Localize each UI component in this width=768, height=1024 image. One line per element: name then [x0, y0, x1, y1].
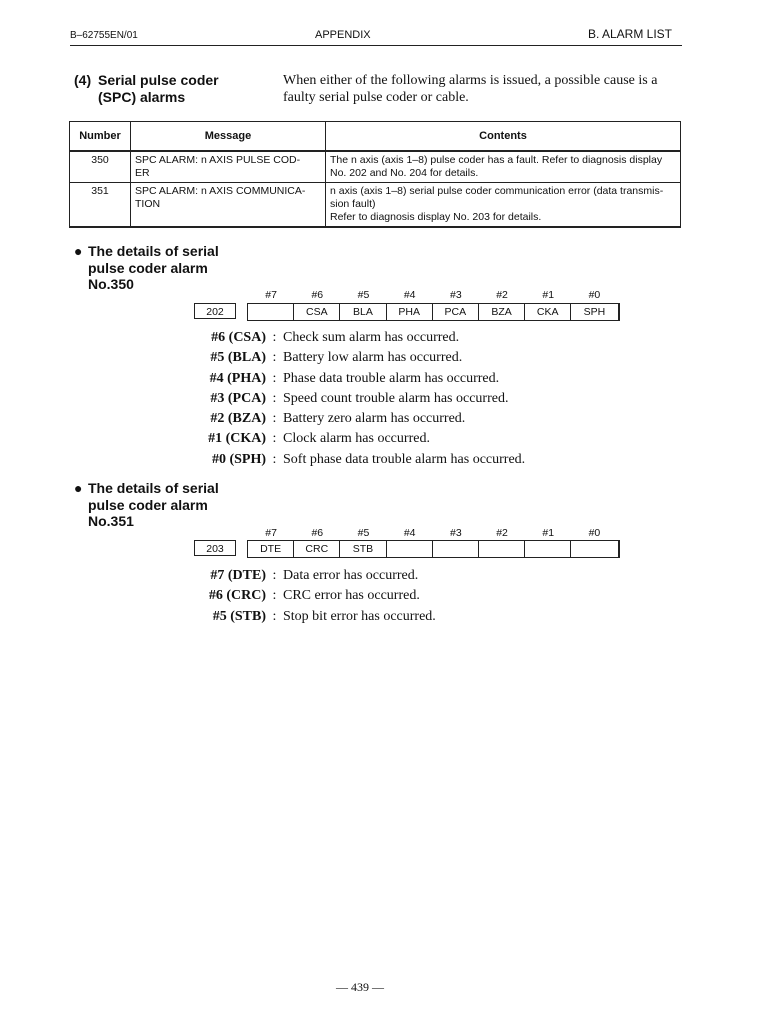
bit-code: #6 (CSA) — [211, 330, 266, 345]
bit-descriptions-351 — [196, 568, 436, 629]
bit-code: #0 (SPH) — [211, 451, 266, 467]
bit-number: #7 — [265, 527, 277, 539]
list-item — [196, 371, 525, 391]
bit-code: #6 (CRC) — [208, 588, 266, 604]
bit-number: #5 — [357, 289, 370, 301]
contents-line: sion fault) — [330, 198, 376, 210]
list-item — [196, 452, 525, 472]
bit-cell: DTE — [248, 541, 294, 557]
bit-number: #3 — [450, 289, 462, 301]
bit-cell: PCA — [433, 304, 479, 320]
page-header — [70, 27, 682, 46]
bit-code: #5 (BLA) — [210, 350, 266, 366]
heading-line: No.350 — [88, 276, 134, 292]
bit-number: #0 — [588, 527, 601, 539]
heading-line: pulse coder alarm — [88, 496, 208, 513]
separator: : — [272, 350, 277, 366]
bit-number: #0 — [588, 289, 601, 301]
contents-line: The n axis (axis 1–8) pulse coder has a fault. Refer to diagnosis display — [330, 154, 663, 166]
table-row — [70, 151, 681, 183]
bit-description: Battery low alarm has occurred. — [283, 350, 463, 366]
bit-number: #6 — [311, 527, 324, 539]
bit-number: #5 — [357, 527, 370, 539]
alarm-contents — [326, 183, 681, 228]
alarm-message — [131, 151, 326, 183]
bit-descriptions-350 — [196, 330, 525, 472]
section-number: (4) — [74, 72, 92, 88]
bit-cell: STB — [340, 541, 386, 557]
bit-code: #1 (CKA) — [208, 431, 266, 447]
heading-line: No.351 — [88, 513, 134, 529]
bit-cell: SPH — [583, 306, 606, 318]
bit-cell — [248, 304, 294, 320]
separator: : — [272, 411, 277, 427]
separator: : — [272, 431, 277, 447]
bit-cell: PHA — [387, 304, 433, 320]
bit-cell: CRC — [294, 541, 340, 557]
bit-cell — [433, 541, 479, 557]
bit-number: #3 — [450, 527, 462, 539]
bit-cell: CKA — [525, 304, 571, 320]
bit-description: Clock alarm has occurred. — [283, 431, 430, 447]
list-item — [196, 391, 525, 411]
bit-description: CRC error has occurred. — [283, 588, 420, 604]
bit-description: Soft phase data trouble alarm has occurred. — [283, 451, 526, 467]
bit-row-202 — [194, 303, 620, 321]
message-line: TION — [135, 198, 161, 210]
list-item — [196, 411, 525, 431]
list-item — [196, 609, 436, 629]
separator: : — [272, 330, 277, 345]
bit-cell: CSA — [294, 304, 340, 320]
page-number: — 439 — — [336, 980, 384, 994]
contents-line: n axis (axis 1–8) serial pulse coder communication error (data transmis- — [330, 185, 664, 197]
bit-code: #2 (BZA) — [210, 411, 266, 427]
bullet-icon: ● — [74, 243, 83, 259]
table-header-row — [70, 122, 681, 152]
separator: : — [272, 370, 277, 386]
chapter-label: B. ALARM LIST — [587, 27, 672, 41]
bit-cell — [525, 541, 571, 557]
bit-number: #7 — [265, 289, 277, 301]
separator: : — [272, 390, 277, 406]
alarm-number: 351 — [70, 183, 131, 228]
bit-cell — [479, 541, 525, 557]
heading-line: The details of serial — [88, 480, 219, 496]
bit-description: Check sum alarm has occurred. — [283, 330, 460, 345]
list-item — [196, 588, 436, 608]
message-line: SPC ALARM: n AXIS COMMUNICA- — [135, 185, 306, 197]
bit-row-203 — [194, 540, 620, 558]
doc-number: B–62755EN/01 — [70, 30, 138, 41]
col-header-message: Message — [131, 122, 326, 152]
bit-cell — [387, 541, 433, 557]
separator: : — [272, 451, 277, 467]
bit-description: Phase data trouble alarm has occurred. — [283, 370, 500, 386]
bit-cell: BLA — [340, 304, 386, 320]
alarm-contents — [326, 151, 681, 183]
section-label: APPENDIX — [315, 29, 371, 41]
separator: : — [272, 588, 277, 604]
bit-number: #6 — [311, 289, 324, 301]
bit-header-351 — [248, 527, 618, 539]
bit-number: #2 — [496, 527, 508, 539]
bit-code: #5 (STB) — [212, 608, 266, 624]
separator: : — [272, 568, 277, 583]
bit-description: Battery zero alarm has occurred. — [283, 411, 466, 427]
bit-cell — [571, 541, 617, 557]
bit-number: #2 — [496, 289, 508, 301]
col-header-number: Number — [70, 122, 131, 152]
message-line: ER — [135, 167, 150, 179]
section-intro: When either of the following alarms is issued, a possible cause is a faulty serial pulse coder or cable. — [283, 73, 658, 105]
bit-description: Data error has occurred. — [283, 568, 419, 583]
alarm-table — [69, 121, 681, 228]
detail-351-heading — [74, 480, 219, 530]
bit-code: #4 (PHA) — [209, 370, 266, 386]
bit-description: Speed count trouble alarm has occurred. — [283, 390, 509, 406]
table-row — [70, 183, 681, 228]
bullet-icon: ● — [74, 480, 83, 496]
separator: : — [272, 608, 277, 624]
bit-number: #4 — [403, 289, 416, 301]
list-item — [196, 350, 525, 370]
diagnosis-address: 203 — [194, 540, 236, 556]
bit-number: #4 — [403, 527, 416, 539]
section-title-line2: (SPC) alarms — [98, 89, 186, 105]
heading-line: The details of serial — [88, 243, 219, 259]
section-title-line1: Serial pulse coder — [98, 72, 219, 88]
alarm-message — [131, 183, 326, 228]
col-header-contents: Contents — [326, 122, 681, 152]
list-item — [196, 431, 525, 451]
bit-code: #7 (DTE) — [210, 568, 266, 583]
bit-cells — [247, 540, 620, 558]
diagnosis-address: 202 — [194, 303, 236, 319]
section-title — [74, 72, 219, 106]
contents-line: Refer to diagnosis display No. 203 for details. — [330, 211, 542, 223]
list-item — [196, 568, 436, 588]
heading-line: pulse coder alarm — [88, 259, 208, 276]
detail-350-heading — [74, 243, 219, 293]
bit-header-350 — [248, 289, 618, 301]
bit-code: #3 (PCA) — [210, 390, 266, 406]
contents-line: No. 202 and No. 204 for details. — [330, 167, 479, 179]
alarm-number: 350 — [70, 151, 131, 183]
bit-cell: BZA — [479, 304, 525, 320]
bit-number: #1 — [542, 527, 555, 539]
message-line: SPC ALARM: n AXIS PULSE COD- — [135, 154, 301, 166]
bit-description: Stop bit error has occurred. — [283, 608, 436, 624]
bit-number: #1 — [542, 289, 555, 301]
list-item — [196, 330, 525, 350]
bit-cells — [247, 303, 620, 321]
